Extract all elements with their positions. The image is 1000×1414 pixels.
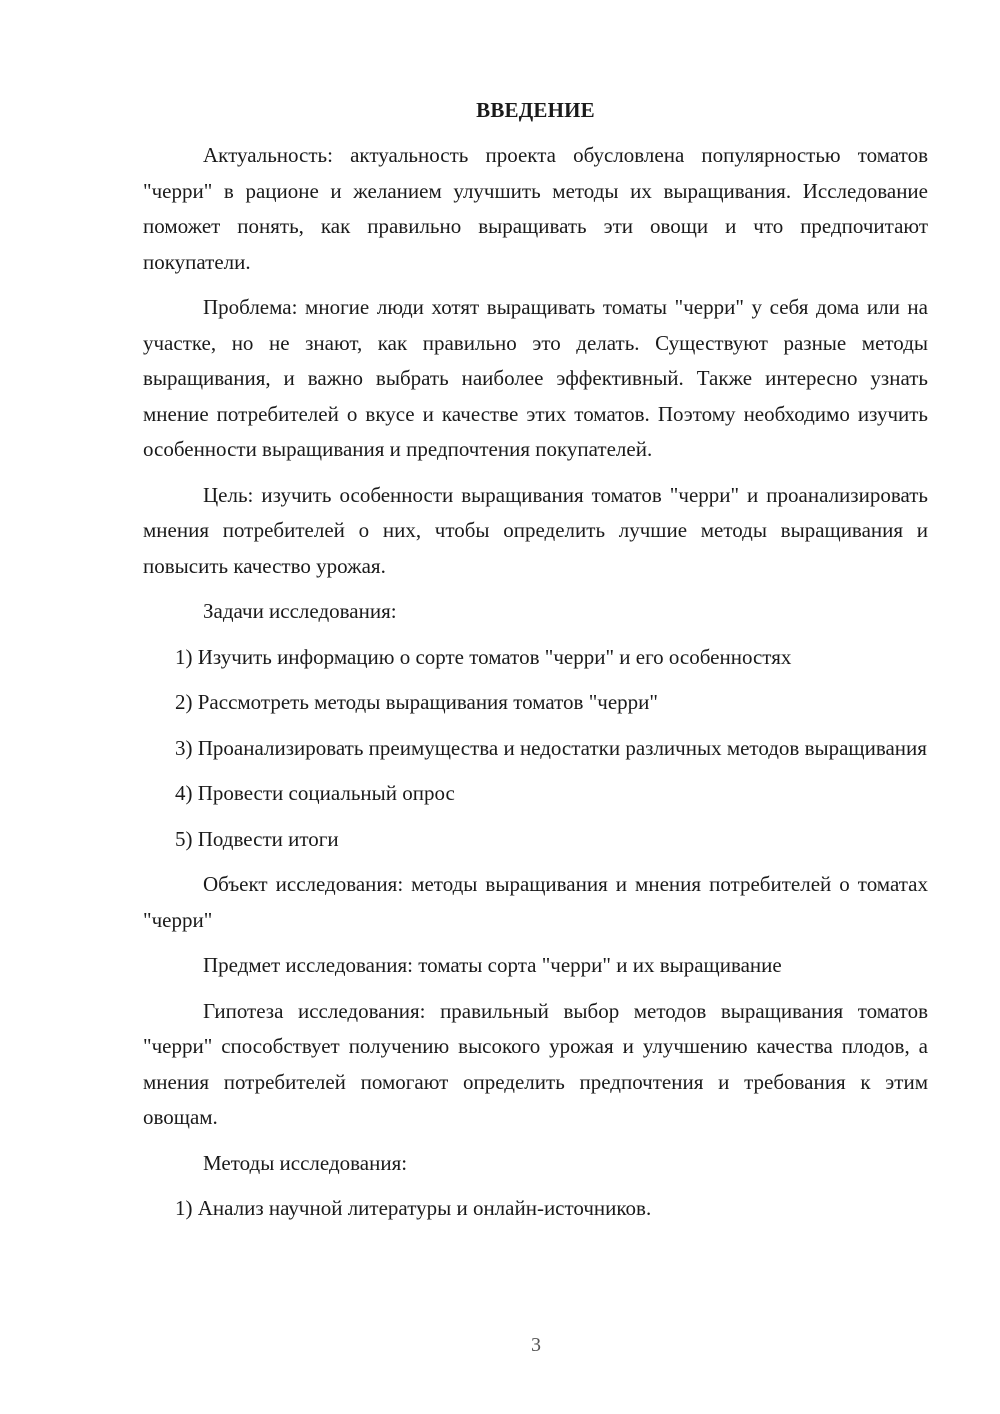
- subject-paragraph: Предмет исследования: томаты сорта "черри" и их выращивание: [203, 953, 782, 977]
- problem-paragraph: Проблема: многие люди хотят выращивать томаты "черри" у себя дома или на участке, но не знают, как правильно это делать. Существуют разные методы выращивания, и важно выбрать наиболее эффективный. Также интересно узнать мнение потребителей о вкусе и качестве этих томатов. Поэтому необходимо изучить особенности выращивания и предпочтения покупателей.: [143, 295, 928, 461]
- section-heading: ВВЕДЕНИЕ: [476, 98, 595, 122]
- tasks-title: Задачи исследования:: [203, 599, 397, 623]
- hypothesis-paragraph: Гипотеза исследования: правильный выбор методов выращивания томатов "черри" способствует получению высокого урожая и улучшению качества плодов, а мнения потребителей помогают определить предпочтения и требования к этим овощам.: [143, 998, 928, 1129]
- task-item: 3) Проанализировать преимущества и недостатки различных методов выращивания: [175, 735, 927, 760]
- object-paragraph: Объект исследования: методы выращивания и мнения потребителей о томатах "черри": [143, 872, 928, 932]
- page-number: 3: [531, 1334, 541, 1356]
- method-item: 1) Анализ научной литературы и онлайн-источников.: [175, 1196, 652, 1220]
- relevance-paragraph: Актуальность: актуальность проекта обусловлена популярностью томатов "черри" в рационе и желанием улучшить методы их выращивания. Исследование поможет понять, как правильно выращивать эти овощи и что предпочитают покупатели.: [143, 143, 928, 274]
- methods-title: Методы исследования:: [203, 1150, 408, 1175]
- task-item: 5) Подвести итоги: [175, 826, 339, 851]
- document-page: [143, 96, 928, 1237]
- task-item: 1) Изучить информацию о сорте томатов "черри" и его особенностях: [175, 644, 792, 669]
- task-item: 2) Рассмотреть методы выращивания томатов "черри": [175, 690, 658, 714]
- task-item: 4) Провести социальный опрос: [175, 781, 455, 805]
- goal-paragraph: Цель: изучить особенности выращивания томатов "черри" и проанализировать мнения потребителей о них, чтобы определить лучшие методы выращивания и повысить качество урожая.: [143, 482, 928, 578]
